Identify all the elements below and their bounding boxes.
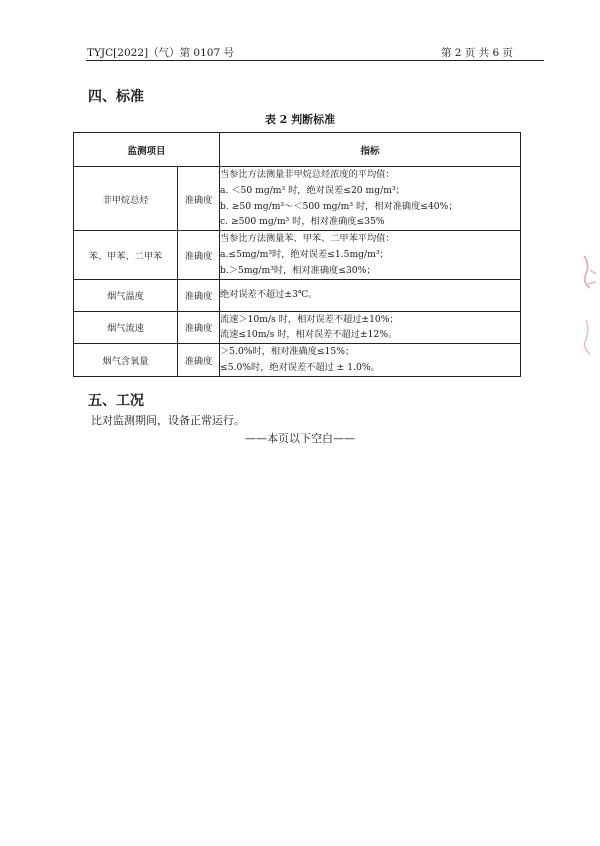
table-row [74,279,521,311]
table-row [74,231,521,279]
row-item: 烟气含氧量 [74,344,178,377]
row-criteria [220,311,521,344]
header-monitoring-item: 监测项目 [74,133,220,167]
criteria-line: 绝对误差不超过±3℃。 [220,289,318,301]
criteria-line: b.＞5mg/m³时，相对准确度≤30%； [220,264,376,276]
criteria-line: 当参比方法测量非甲烷总烃浓度的平均值： [220,169,395,180]
row-metric: 准确度 [178,311,220,344]
table-caption: 表 2 判断标准 [264,113,336,126]
header-divider [86,60,544,61]
criteria-line: ＞5.0%时，相对准确度≤15%； [220,346,355,358]
criteria-line: 流速＞10m/s 时，相对误差不超过±10%； [220,313,399,325]
row-item: 烟气流速 [74,311,178,344]
document-number: TYJC[2022]（气）第 0107 号 [87,47,234,59]
criteria-table [73,132,521,377]
row-criteria [220,279,521,311]
row-metric: 准确度 [178,344,220,377]
row-criteria [220,167,521,231]
criteria-line: c. ≥500 mg/m³ 时，相对准确度≤35% [220,216,385,228]
section-5-title: 五、工况 [88,393,144,409]
blank-below-marker: ——本页以下空白—— [245,432,355,445]
row-metric: 准确度 [178,279,220,311]
row-criteria [220,231,521,279]
row-item: 烟气温度 [74,279,178,311]
row-item: 苯、甲苯、二甲苯 [74,231,178,279]
table-row [74,311,521,344]
page-indicator: 第 2 页 共 6 页 [440,47,513,59]
header-criteria: 指标 [220,133,521,167]
row-metric: 准确度 [178,231,220,279]
row-item: 非甲烷总烃 [74,167,178,231]
table-row [74,167,521,231]
section-4-title: 四、标准 [88,89,144,105]
criteria-line: a.≤5mg/m³时，绝对误差≤1.5mg/m³； [220,248,389,260]
table-header-row [74,133,521,167]
criteria-line: a. ＜50 mg/m³ 时，绝对误差≤20 mg/m³； [220,184,405,196]
table-row [74,344,521,377]
criteria-line: ≤5.0%时，绝对误差不超过 ± 1.0%。 [220,361,380,373]
row-criteria [220,344,521,377]
criteria-line: b. ≥50 mg/m³～＜500 mg/m³ 时，相对准确度≤40%； [220,200,458,212]
seal-stamp-edge [578,250,600,360]
criteria-line: 流速≤10m/s 时，相对误差不超过±12%。 [220,329,398,341]
row-metric: 准确度 [178,167,220,231]
criteria-line: 当参比方法测量苯、甲苯、二甲苯平均值： [220,233,395,245]
operating-status-text: 比对监测期间，设备正常运行。 [91,414,245,427]
